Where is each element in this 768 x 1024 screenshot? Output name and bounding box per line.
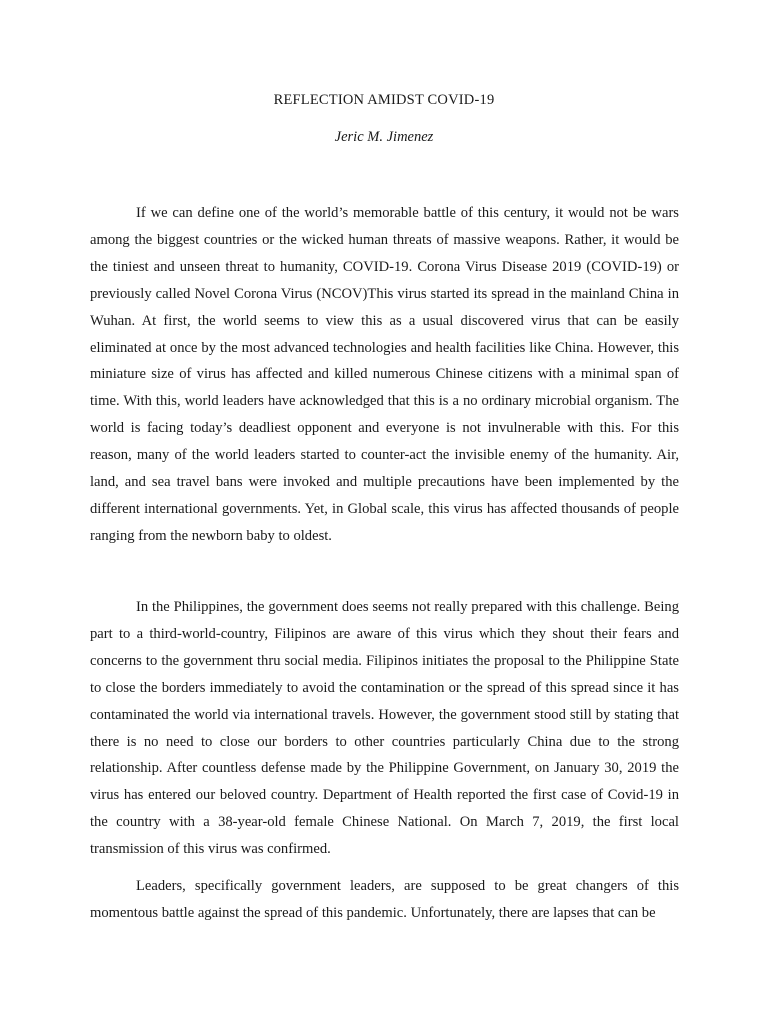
body-paragraph-1: If we can define one of the world’s memorable battle of this century, it would not be wars among the biggest countries or the wicked human threats of massive weapons. Rather, it would be the tiniest and unseen threat to humanity, COVID-19. Corona Virus Disease 2019 (COVID-19) or previously called Novel Corona Virus (NCOV)This virus started its spread in the mainland China in Wuhan. At first, the world seems to view this as a usual discovered virus that can be easily eliminated at once by the most advanced technologies and health facilities like China. However, this miniature size of virus has affected and killed numerous Chinese citizens with a minimal span of time. With this, world leaders have acknowledged that this is a no ordinary microbial organism. The world is facing today’s deadliest opponent and everyone is not invulnerable with this. For this reason, many of the world leaders started to counter-act the invisible enemy of the humanity. Air, land, and sea travel bans were invoked and multiple precautions have been implemented by the different international governments. Yet, in Global scale, this virus has affected thousands of people ranging from the newborn baby to oldest. <box>90 205 679 544</box>
body-paragraph-3: Leaders, specifically government leaders, are supposed to be great changers of this momentous battle against the spread of this pandemic. Unfortunately, there are lapses that can be <box>90 878 679 921</box>
document-author: Jeric M. Jimenez <box>334 129 434 145</box>
document-title: REFLECTION AMIDST COVID-19 <box>273 92 495 108</box>
body-paragraph-2: In the Philippines, the government does seems not really prepared with this challenge. Being part to a third-world-country, Filipinos are aware of this virus which they shout their fears and concerns to the government thru social media. Filipinos initiates the proposal to the Philippine State to close the borders immediately to avoid the contamination or the spread of this spread since it has contaminated the world via international travels. However, the government stood still by stating that there is no need to close our borders to other countries particularly China due to the strong relationship. After countless defense made by the Philippine Government, on January 30, 2019 the virus has entered our beloved country. Department of Health reported the first case of Covid-19 in the country with a 38-year-old female Chinese National. On March 7, 2019, the first local transmission of this virus was confirmed. <box>90 599 679 858</box>
